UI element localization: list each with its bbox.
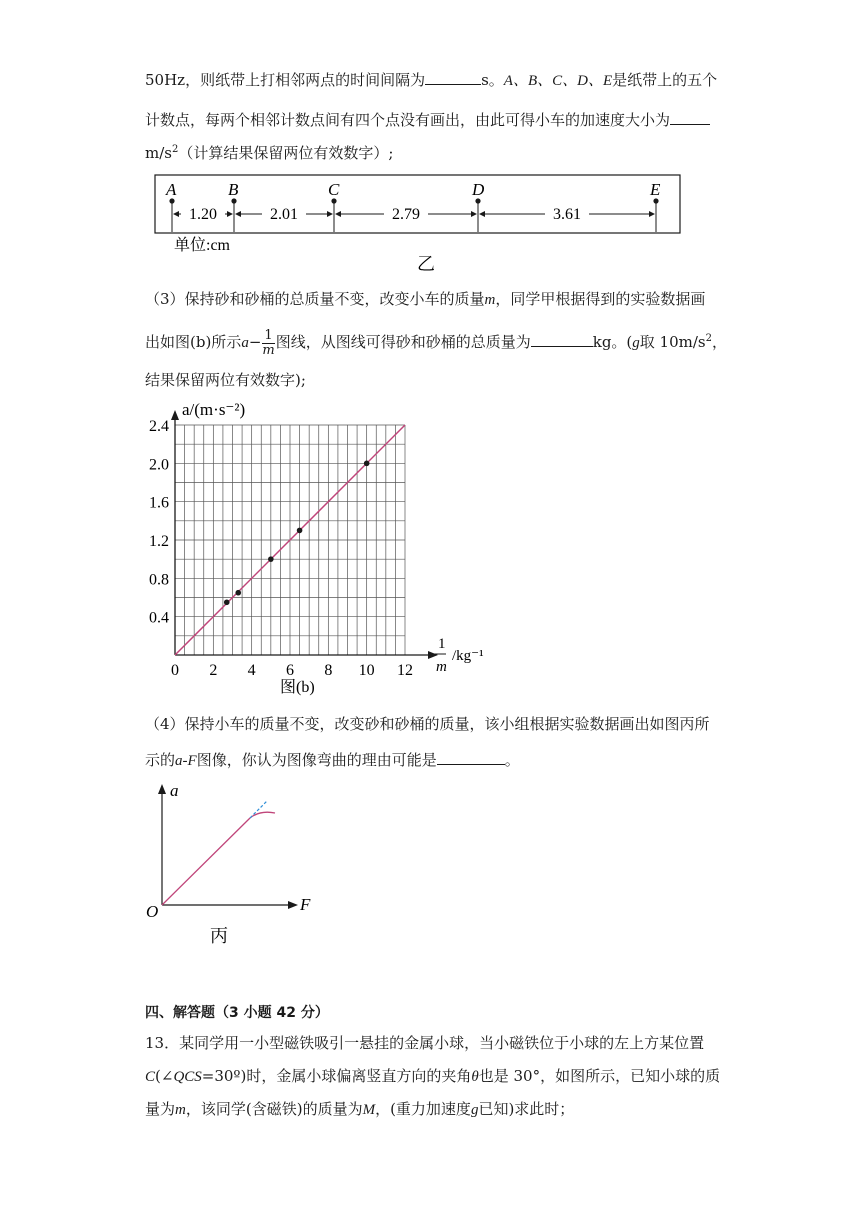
para1-text: 50Hz，则纸带上打相邻两点的时间间隔为 — [145, 71, 426, 89]
frac-den: m — [262, 342, 275, 358]
tape-arrow — [227, 211, 233, 217]
chart-data-point — [297, 528, 303, 534]
chart-caption: 图(b) — [280, 679, 315, 696]
chart-xlabel-unit: /kg⁻¹ — [452, 648, 484, 664]
chart-data-point — [364, 461, 370, 467]
chart-x-tick-label: 12 — [397, 662, 413, 679]
tape-arrow — [235, 211, 241, 217]
para1-line3 — [145, 140, 393, 163]
q4-text: 图像，你认为图像弯曲的理由可能是 — [196, 751, 437, 769]
chart-y-tick-label: 1.2 — [149, 533, 169, 550]
chart-x-tick-label: 2 — [209, 662, 218, 679]
q13-line3 — [145, 1099, 574, 1120]
tape-point-label: A — [166, 180, 177, 199]
q4-text: 示的 — [145, 751, 176, 769]
q13-line1 — [145, 1033, 704, 1053]
q3-text: ， — [712, 333, 728, 351]
var-g: g — [632, 335, 640, 351]
var-a: a — [241, 335, 249, 351]
chart-x-arrow — [428, 651, 438, 659]
var-g: g — [470, 1102, 479, 1118]
chart-data-point — [224, 599, 230, 605]
paper-tape-figure — [150, 170, 690, 280]
point-labels: A、B、C、D、E — [503, 73, 613, 89]
bing-axis-x-label: F — [300, 895, 311, 914]
answer-blank-reason[interactable] — [437, 750, 505, 765]
fraction-1-over-m — [262, 329, 274, 358]
var-theta: θ — [471, 1069, 479, 1085]
chart-y-arrow — [171, 410, 179, 420]
q13-line2 — [145, 1066, 720, 1087]
superscript: 2 — [171, 144, 179, 155]
chart-ylabel: a/(m·s⁻²) — [182, 400, 246, 419]
q3-text: 结果保留两位有效数字); — [145, 371, 306, 389]
q13-text: =30º)时，金属小球偏离竖直方向的夹角 — [201, 1067, 472, 1085]
q3-line1 — [145, 289, 705, 310]
chart-xlabel-num: 1 — [438, 636, 446, 652]
bing-axis-y-label: a — [170, 781, 179, 800]
q13-text: (∠ — [155, 1067, 174, 1085]
q3-text: kg。( — [592, 333, 633, 351]
q13-text: 也是 30°，如图所示，已知小球的质 — [478, 1067, 721, 1085]
q13-text: ，(重力加速度 — [375, 1100, 471, 1118]
tape-arrow — [649, 211, 655, 217]
bing-y-arrow — [158, 784, 166, 794]
tape-arrow — [479, 211, 485, 217]
q3-text: （3）保持砂和砂桶的总质量不变，改变小车的质量 — [145, 290, 485, 308]
tape-arrow — [173, 211, 179, 217]
q3-line3 — [145, 370, 306, 390]
q13-text: 量为 — [145, 1100, 176, 1118]
bing-x-arrow — [288, 901, 298, 909]
bing-curved-part — [250, 812, 275, 818]
chart-data-point — [268, 556, 274, 562]
chart-y-tick-label: 2.0 — [149, 456, 169, 474]
para1-text: 是纸带上的五个 — [612, 71, 718, 89]
figure-bing — [140, 780, 340, 950]
minus-sign: − — [248, 333, 262, 351]
unit-text: m/s — [145, 144, 172, 162]
q13-text: 已知)求此时； — [478, 1100, 575, 1118]
var-C: C — [145, 1069, 156, 1085]
q3-text: 图线，从图线可得砂和砂桶的总质量为 — [275, 333, 531, 351]
section-heading: 四、解答题（3 小题 42 分） — [145, 1005, 329, 1021]
bing-caption: 丙 — [210, 926, 228, 946]
answer-blank-acceleration[interactable] — [670, 110, 710, 125]
chart-x-tick-label: 0 — [171, 662, 179, 679]
var-m: m — [484, 292, 496, 308]
q4-line2 — [145, 750, 520, 771]
chart-y-tick-label: 1.6 — [149, 494, 169, 512]
q3-text: ，同学甲根据得到的实验数据画 — [495, 290, 706, 308]
tape-segment-length: 1.20 — [189, 206, 217, 223]
chart-a-vs-inverse-m — [140, 400, 500, 700]
q13-text: 13．某同学用一小型磁铁吸引一悬挂的金属小球，当小磁铁位于小球的左上方某位置 — [145, 1034, 705, 1052]
tape-segment-length: 3.61 — [553, 206, 581, 223]
var-m: m — [175, 1102, 186, 1118]
chart-xlabel-den: m — [436, 659, 447, 675]
bing-origin-label: O — [146, 902, 159, 921]
superscript: 2 — [705, 333, 712, 344]
tape-point-label: E — [650, 180, 661, 199]
q13-text: ，该同学(含磁铁)的质量为 — [185, 1100, 363, 1118]
tape-unit: 单位:cm — [174, 237, 230, 254]
tape-point-label: C — [328, 180, 340, 199]
para1-text: s。 — [481, 71, 504, 89]
q3-text: 取 10m/s — [639, 333, 706, 351]
var-aF: a-F — [175, 753, 197, 769]
tape-caption: 乙 — [417, 254, 435, 274]
tape-point-label: D — [472, 180, 485, 199]
q3-text: 出如图(b)所示 — [145, 333, 242, 351]
chart-data-point — [235, 590, 241, 596]
chart-x-tick-label: 8 — [324, 662, 333, 679]
chart-x-tick-label: 10 — [358, 662, 375, 679]
tape-arrow — [327, 211, 333, 217]
var-M: M — [362, 1102, 376, 1118]
var-QCS: QCS — [173, 1069, 202, 1085]
chart-y-tick-label: 0.4 — [149, 609, 169, 627]
tape-point-label: B — [228, 180, 239, 199]
chart-x-tick-label: 6 — [286, 662, 294, 679]
answer-blank-interval[interactable] — [425, 70, 481, 85]
para1-text: （计算结果保留两位有效数字）; — [178, 144, 394, 162]
para1-line2 — [145, 110, 710, 130]
para1-text: 计数点，每两个相邻计数点间有四个点没有画出，由此可得小车的加速度大小为 — [145, 111, 671, 129]
tape-segment-length: 2.01 — [270, 206, 298, 223]
tape-segment-length: 2.79 — [392, 206, 420, 223]
q4-text: （4）保持小车的质量不变，改变砂和砂桶的质量，该小组根据实验数据画出如图丙所 — [145, 715, 710, 733]
tape-arrow — [471, 211, 477, 217]
tape-arrow — [335, 211, 341, 217]
answer-blank-mass[interactable] — [531, 332, 593, 347]
q4-line1 — [145, 714, 710, 734]
q3-line2 — [145, 322, 727, 360]
chart-y-tick-label: 2.4 — [149, 418, 169, 435]
chart-x-tick-label: 4 — [247, 662, 256, 679]
para1-line1 — [145, 70, 717, 91]
frac-num: 1 — [262, 329, 274, 344]
chart-y-tick-label: 0.8 — [149, 571, 169, 589]
bing-linear-part — [162, 818, 250, 905]
q4-text: 。 — [504, 751, 520, 769]
